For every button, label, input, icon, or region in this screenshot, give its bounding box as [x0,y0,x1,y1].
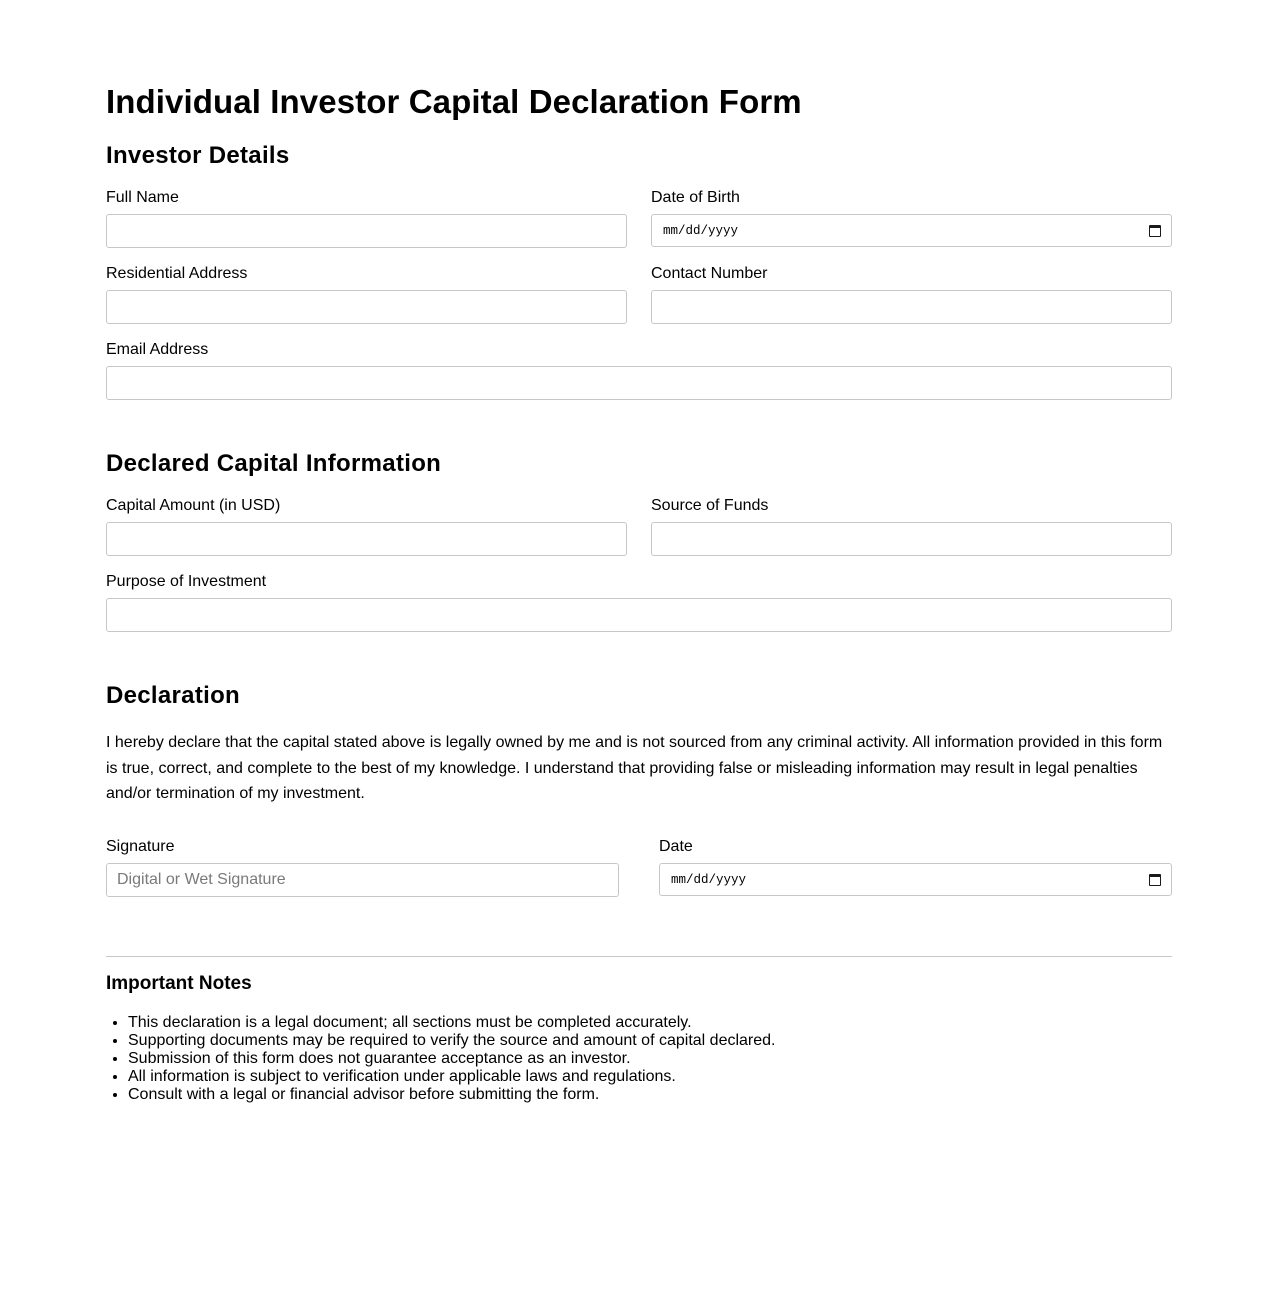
row-name-dob [106,188,1172,248]
contact-number-input[interactable] [651,290,1172,324]
section-heading-declaration: Declaration [106,682,241,709]
page-title: Individual Investor Capital Declaration Form [106,83,802,120]
calendar-icon[interactable] [1149,225,1161,237]
email-address-label: Email Address [106,341,209,358]
declaration-date-input[interactable] [659,863,1172,896]
residential-address-input[interactable] [106,290,627,324]
section-heading-capital: Declared Capital Information [106,450,442,477]
section-heading-investor-details: Investor Details [106,142,290,169]
form-page [106,0,1172,1103]
full-name-input[interactable] [106,214,627,248]
purpose-of-investment-label: Purpose of Investment [106,573,267,590]
declaration-date-label: Date [659,838,693,855]
capital-amount-input[interactable] [106,522,627,556]
date-of-birth-field [651,188,1172,248]
declaration-date-display: mm/dd/yyyy [671,872,747,887]
list-item: • Supporting documents may be required to verify the source and amount of capital declared. [128,1032,1172,1050]
date-of-birth-input[interactable] [651,214,1172,247]
signature-field [106,837,619,897]
signature-label: Signature [106,838,175,855]
purpose-of-investment-field [106,572,1172,632]
notes-heading: Important Notes [106,973,252,994]
list-item: • Submission of this form does not guarantee acceptance as an investor. [128,1050,1172,1068]
row-purpose [106,572,1172,632]
contact-number-label: Contact Number [651,265,768,282]
source-of-funds-field [651,496,1172,556]
row-amount-source [106,496,1172,556]
calendar-icon[interactable] [1149,874,1161,886]
capital-amount-field [106,496,627,556]
declaration-text: I hereby declare that the capital stated above is legally owned by me and is not sourced from any criminal activity. All information provided in this form is true, correct, and complete to the best of my knowledge. I understand that providing false or misleading information may result in legal penalties and/or termination of my investment. [106,734,1163,802]
row-email [106,340,1172,400]
email-address-field [106,340,1172,400]
row-address-contact [106,264,1172,324]
contact-number-field [651,264,1172,324]
purpose-of-investment-input[interactable] [106,598,1172,632]
full-name-field [106,188,627,248]
notes-list [106,1014,1172,1104]
source-of-funds-label: Source of Funds [651,497,769,514]
email-address-input[interactable] [106,366,1172,400]
section-divider [106,956,1172,957]
source-of-funds-input[interactable] [651,522,1172,556]
date-of-birth-label: Date of Birth [651,189,740,206]
list-item: • This declaration is a legal document; all sections must be completed accurately. [128,1014,1172,1032]
signature-input[interactable] [106,863,619,897]
residential-address-field [106,264,627,324]
declaration-date-field [659,837,1172,897]
row-signature-date [106,837,1172,897]
list-item: • Consult with a legal or financial advisor before submitting the form. [128,1086,1172,1104]
list-item: • All information is subject to verification under applicable laws and regulations. [128,1068,1172,1086]
date-of-birth-display: mm/dd/yyyy [663,223,739,238]
full-name-label: Full Name [106,189,179,206]
capital-amount-label: Capital Amount (in USD) [106,497,281,514]
residential-address-label: Residential Address [106,265,248,282]
